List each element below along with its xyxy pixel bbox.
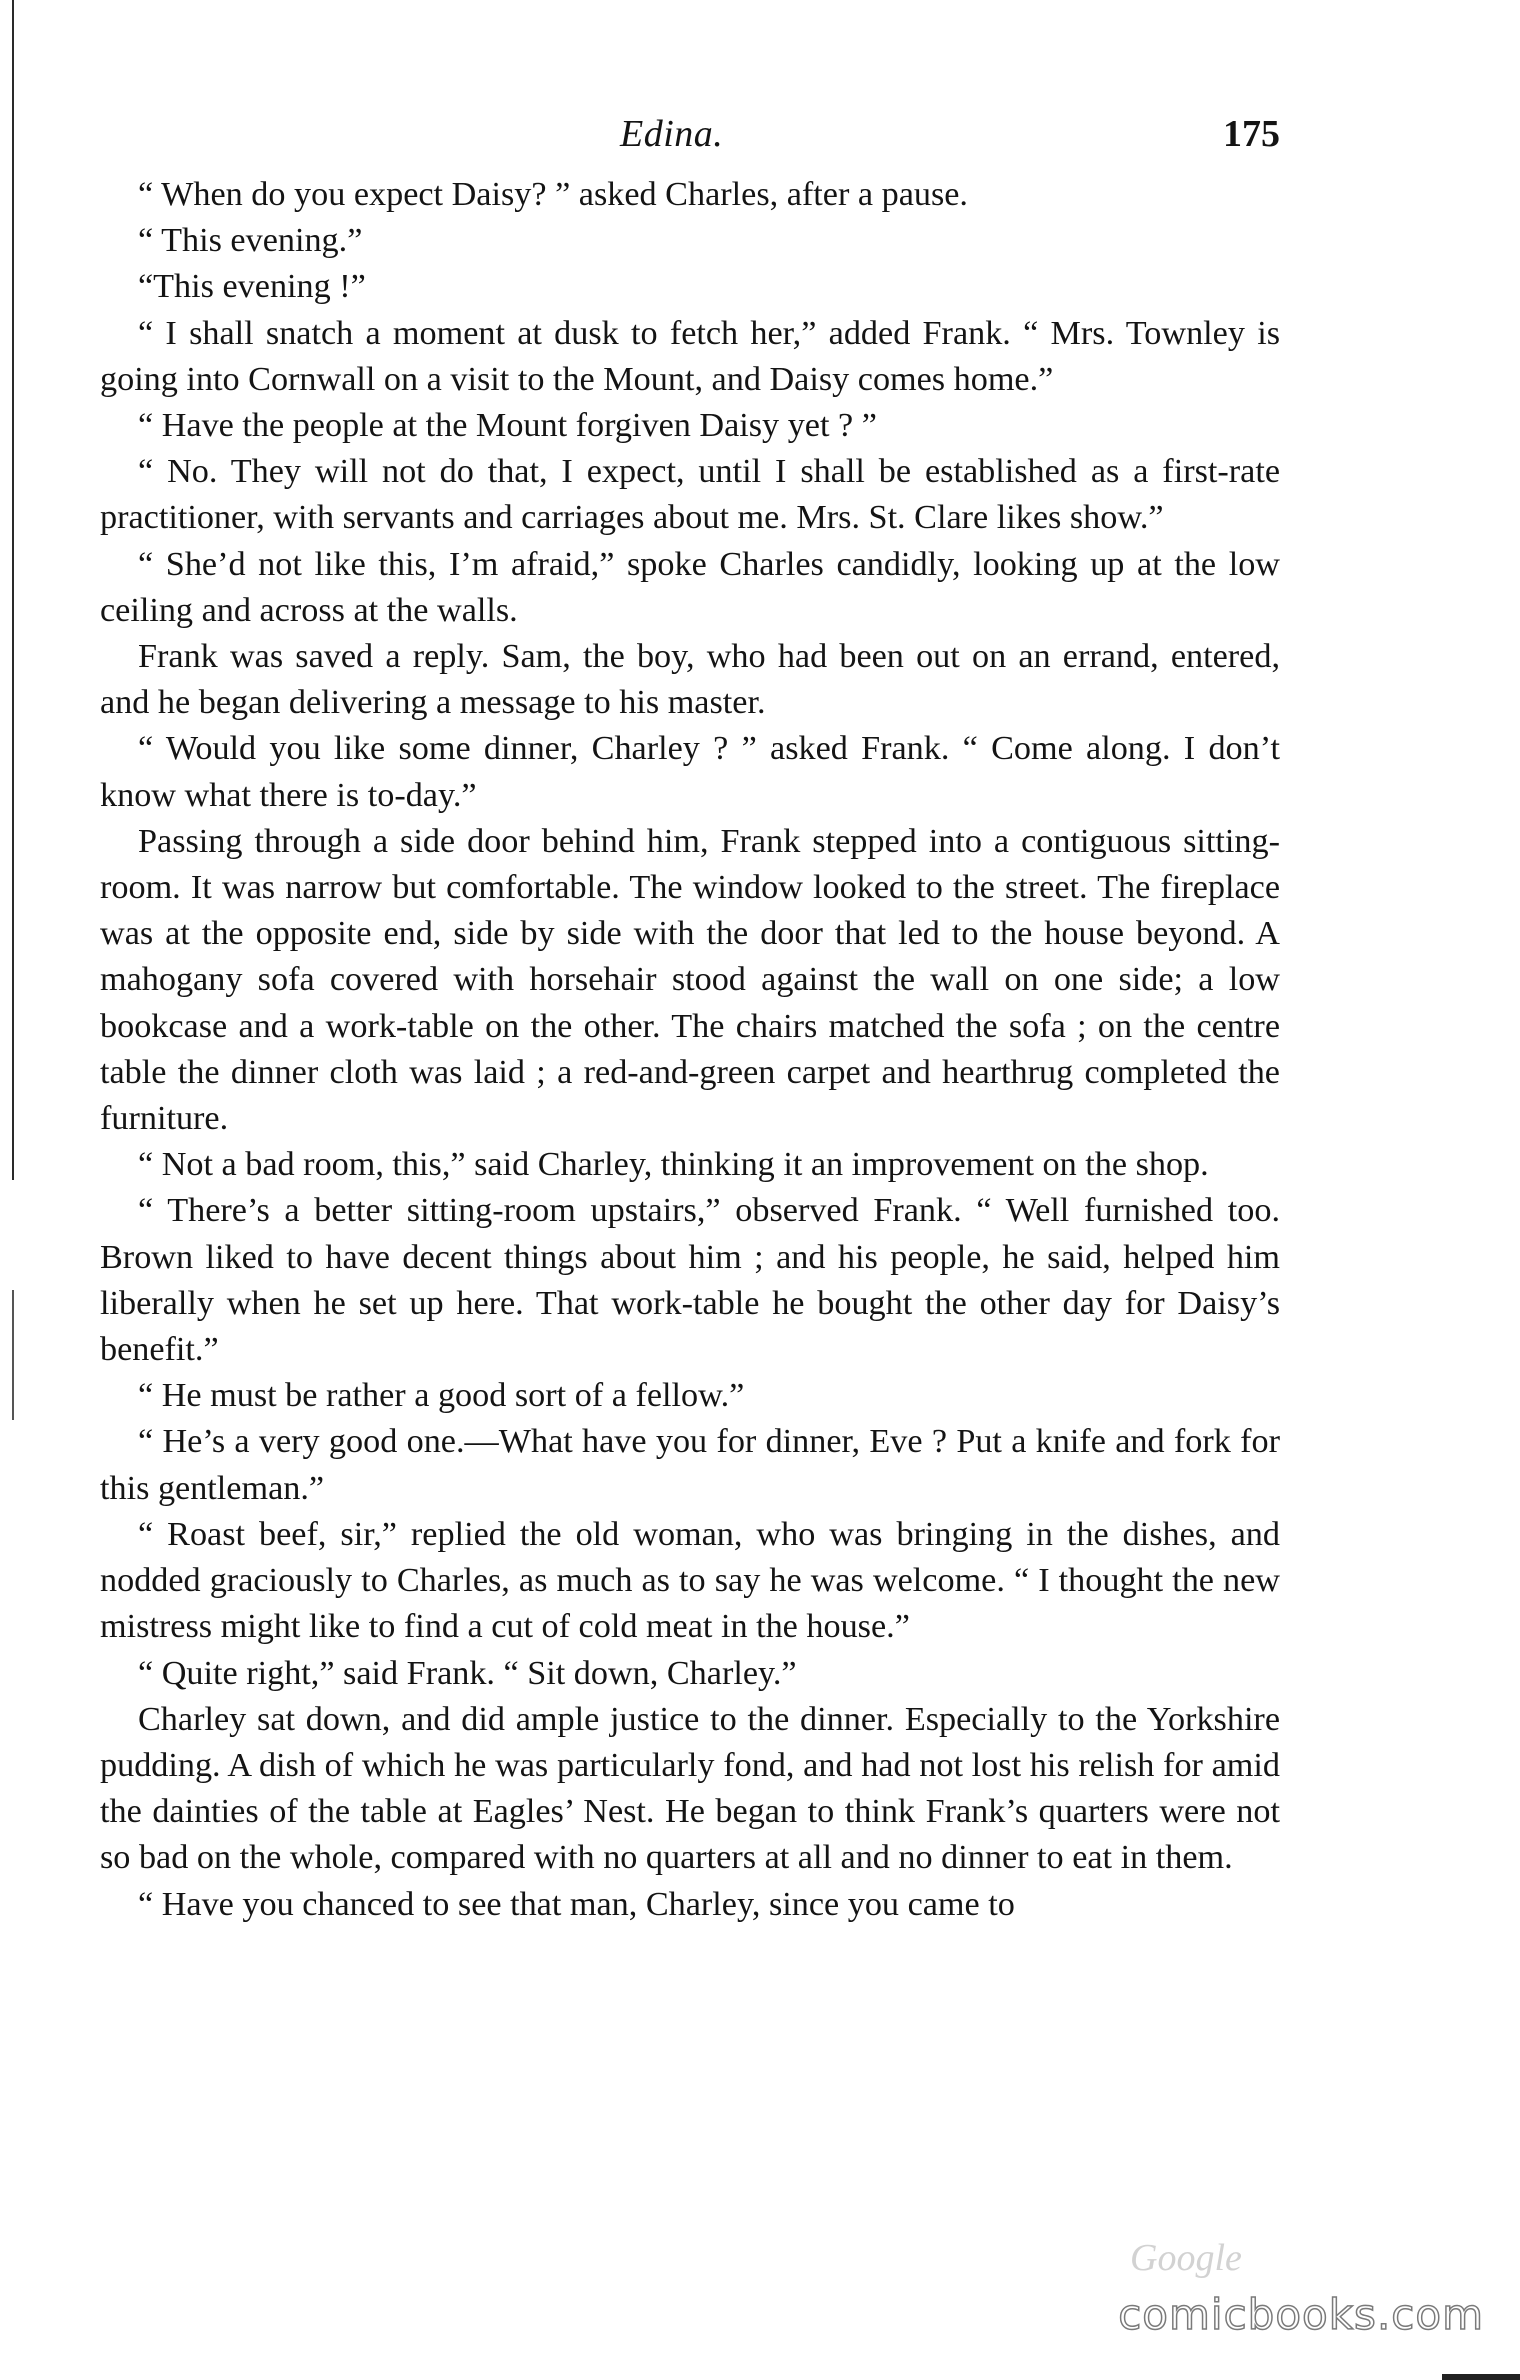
page-edge-line	[12, 0, 14, 1180]
paragraph: “This evening !”	[138, 268, 366, 306]
paragraph: “ There’s a better sitting-room upstairs,” observed Frank. “ Well furnished too. Brown liked to have decent things about him ; and his people, he said, helped him liberally when he set up here. That work-table he bought the other day for Daisy’s benefit.”	[100, 1192, 1280, 1369]
paragraph: “ Have the people at the Mount forgiven Daisy yet ? ”	[138, 407, 877, 445]
paragraph: “ I shall snatch a moment at dusk to fetch her,” added Frank. “ Mrs. Townley is going into Cornwall on a visit to the Mount, and Daisy comes home.”	[100, 314, 1280, 398]
paragraph: Passing through a side door behind him, Frank stepped into a contiguous sitting-room. It was narrow but comfortable. The window looked to the street. The fireplace was at the opposite end, side by side with the door that led to the house beyond. A mahogany sofa covered with horsehair stood against the wall on one side; a low bookcase and a work-table on the other. The chairs matched the sofa ; on the centre table the dinner cloth was laid ; a red-and-green carpet and hearthrug completed the furniture.	[100, 822, 1280, 1138]
paragraph: “ When do you expect Daisy? ” asked Charles, after a pause.	[138, 176, 968, 213]
paragraph: “ He’s a very good one.—What have you for dinner, Eve ? Put a knife and fork for this gentleman.”	[100, 1423, 1280, 1507]
site-watermark: comicbooks.com	[1118, 2290, 1484, 2339]
corner-mark	[1442, 2374, 1520, 2380]
paragraph: “ Would you like some dinner, Charley ? ” asked Frank. “ Come along. I don’t know what there is to-day.”	[100, 730, 1280, 814]
page-edge-line-lower	[12, 1290, 14, 1420]
paragraph: “ Have you chanced to see that man, Charley, since you came to	[138, 1885, 1015, 1923]
page-header	[100, 112, 1280, 168]
running-title: Edina.	[620, 113, 724, 155]
paragraph: “ Not a bad room, this,” said Charley, thinking it an improvement on the shop.	[138, 1146, 1209, 1184]
paragraph: “ Quite right,” said Frank. “ Sit down, Charley.”	[138, 1654, 797, 1692]
paragraph: “ No. They will not do that, I expect, until I shall be established as a first-rate practitioner, with servants and carriages about me. Mrs. St. Clare likes show.”	[100, 453, 1280, 537]
paragraph: “ She’d not like this, I’m afraid,” spoke Charles candidly, looking up at the low ceiling and across at the walls.	[100, 545, 1280, 629]
paragraph: “ Roast beef, sir,” replied the old woman, who was bringing in the dishes, and nodded graciously to Charles, as much as to say he was welcome. “ I thought the new mistress might like to find a cut of cold meat in the house.”	[100, 1515, 1280, 1646]
page-number: 175	[1223, 113, 1280, 155]
google-watermark: Google	[1130, 2237, 1242, 2279]
paragraph: Frank was saved a reply. Sam, the boy, who had been out on an errand, entered, and he began delivering a message to his master.	[100, 638, 1280, 722]
paragraph: “ This evening.”	[138, 222, 363, 260]
paragraph: Charley sat down, and did ample justice to the dinner. Especially to the Yorkshire pudding. A dish of which he was particularly fond, and had not lost his relish for amid the dainties of the table at Eagles’ Nest. He began to think Frank’s quarters were not so bad on the whole, compared with no quarters at all and no dinner to eat in them.	[100, 1700, 1280, 1877]
paragraph: “ He must be rather a good sort of a fellow.”	[138, 1377, 745, 1415]
body-text	[100, 172, 1280, 1928]
